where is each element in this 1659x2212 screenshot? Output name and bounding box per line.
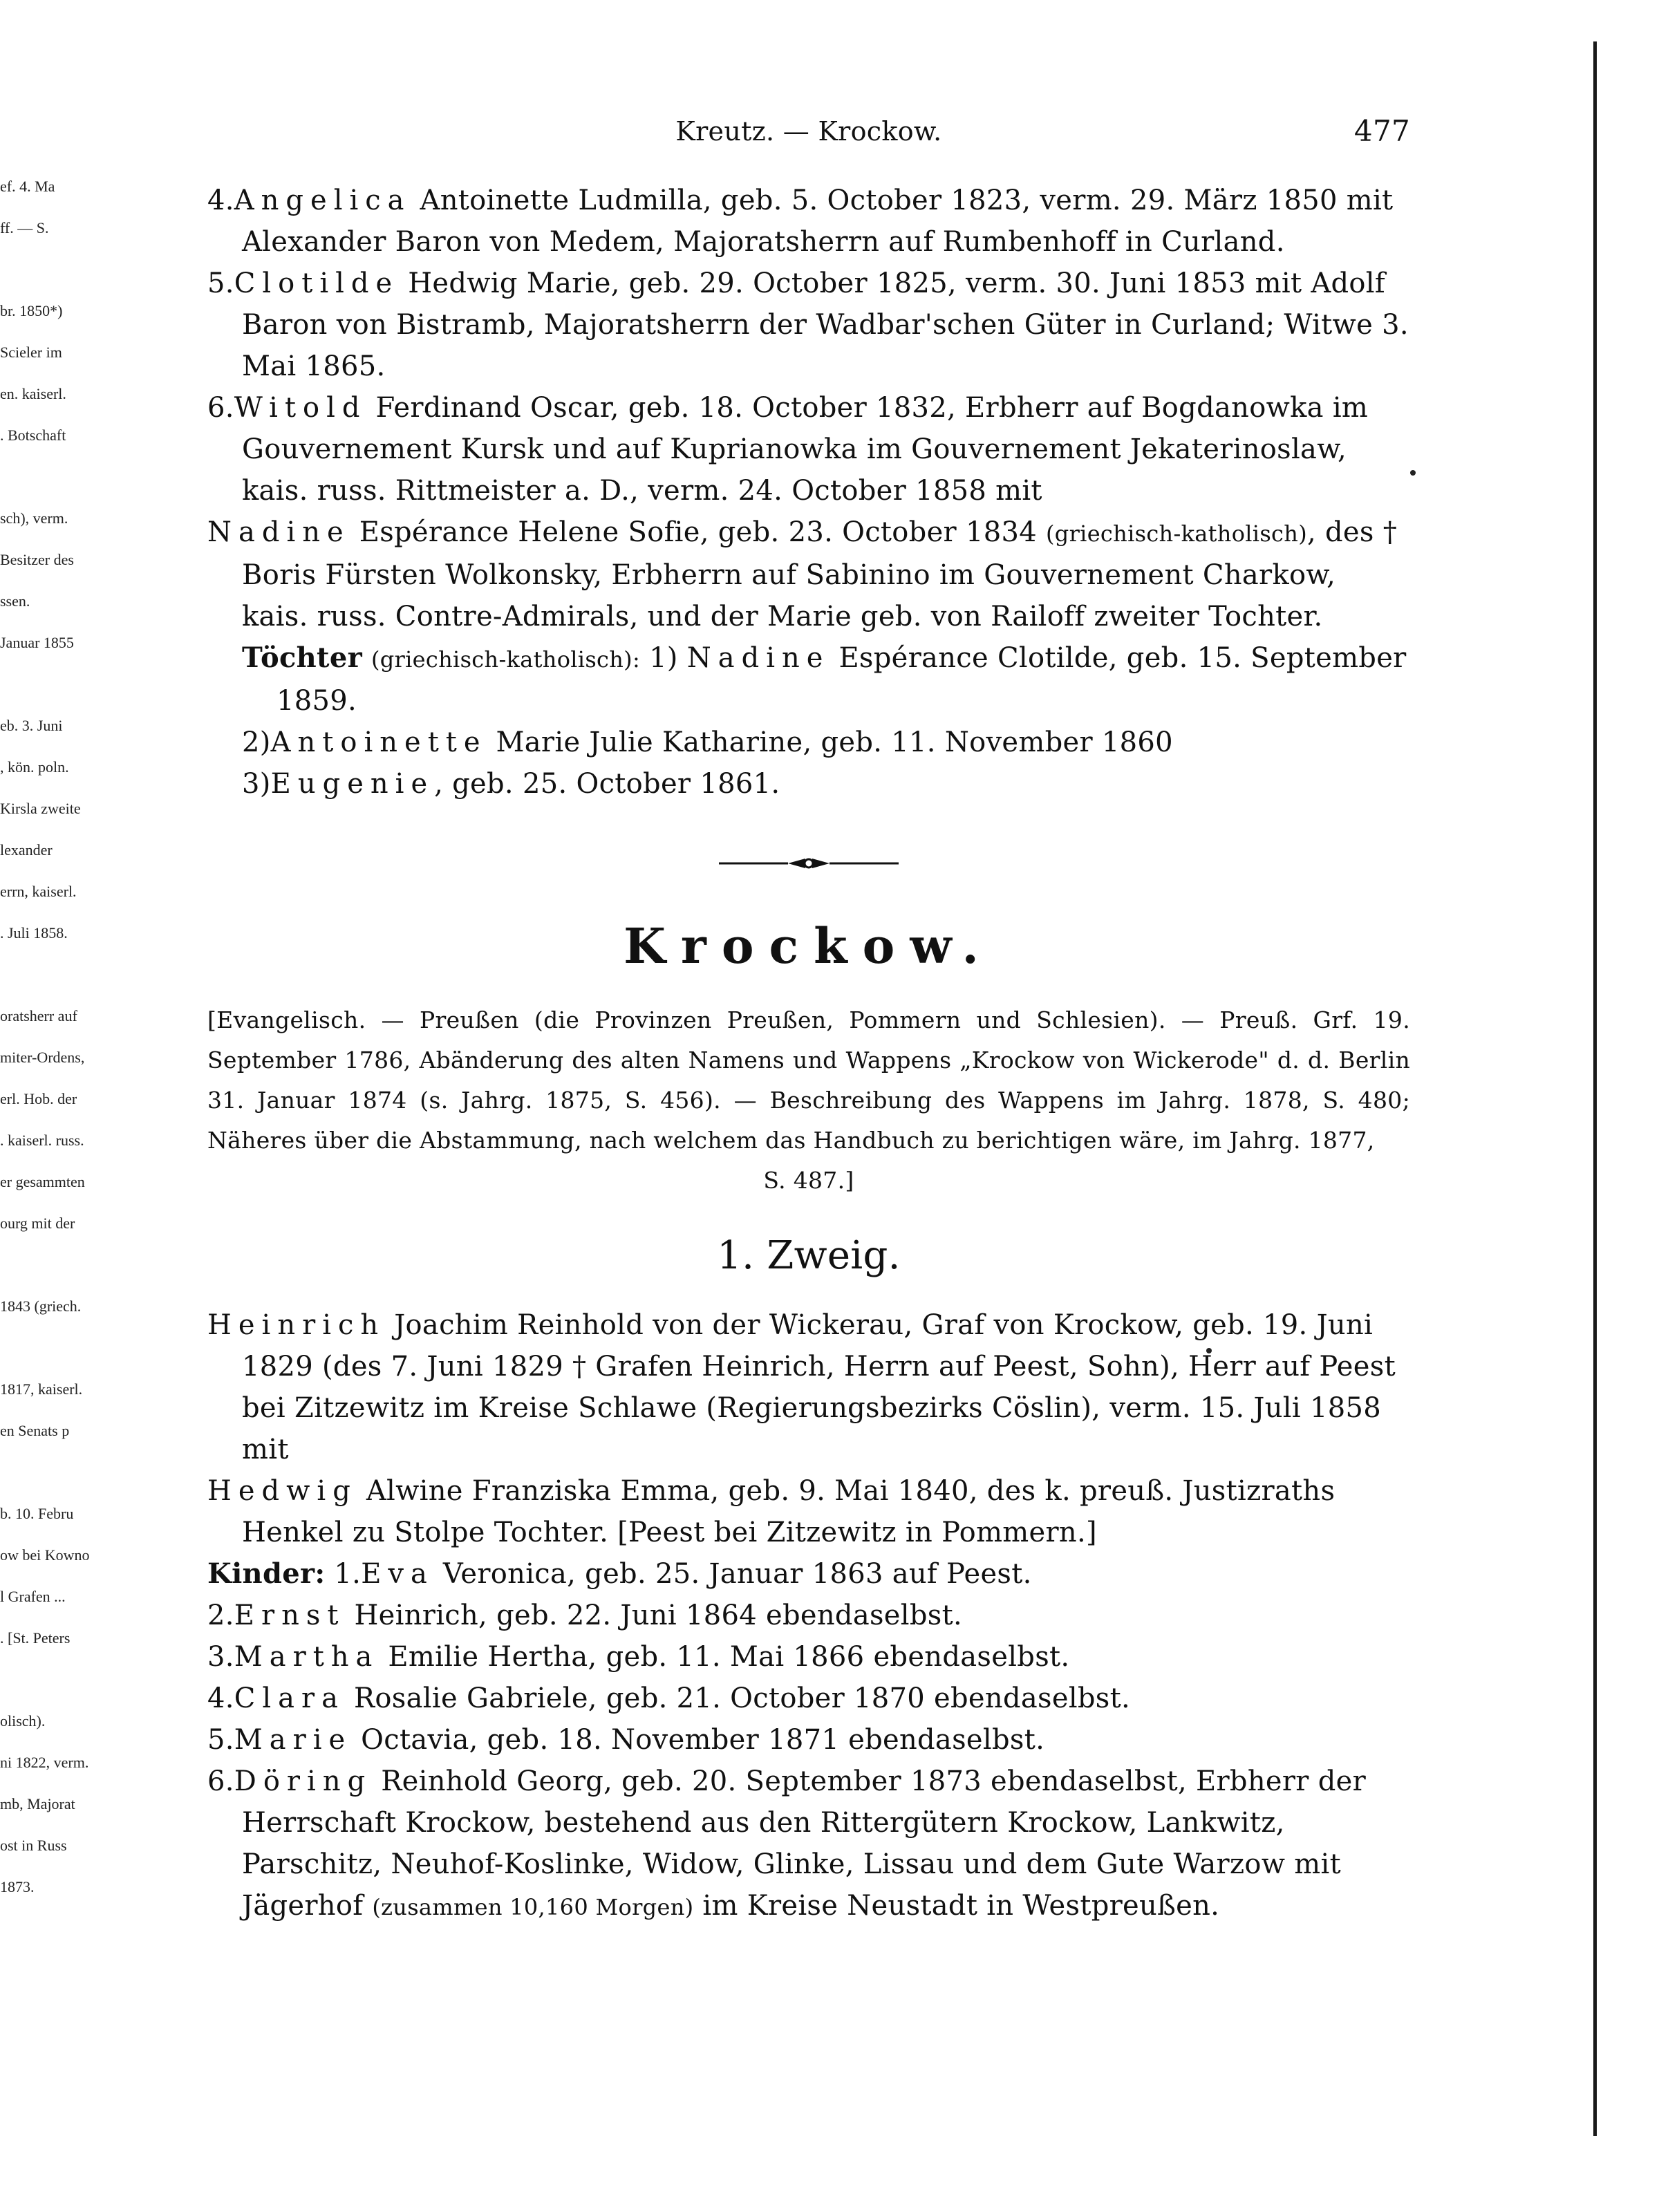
gutter-fragment — [0, 456, 90, 498]
list-item: 5.Clotilde Hedwig Marie, geb. 29. October 1825, verm. 30. Juni 1853 mit Adolf Baron von Bistramb, Majoratsherrn der Wadbar'schen Güter in Curland; Witwe 3. Mai 1865. — [207, 268, 1409, 382]
gutter-fragment — [0, 1452, 90, 1493]
gutter-fragment — [0, 664, 90, 705]
gutter-fragment: Besitzer des — [0, 551, 74, 568]
section-ornament — [207, 832, 1410, 894]
gutter-fragment: olisch). — [0, 1712, 46, 1730]
gutter-fragment: . Botschaft — [0, 427, 66, 444]
gutter-fragment: errn, kaiserl. — [0, 883, 77, 900]
list-item: 4.Clara Rosalie Gabriele, geb. 21. October 1870 ebendaselbst. — [207, 1683, 1131, 1714]
gutter-fragment: . Juli 1858. — [0, 924, 68, 941]
gutter-fragment: ow bei Kowno — [0, 1546, 90, 1564]
gutter-fragment: oratsherr auf — [0, 1007, 77, 1024]
ink-speck — [1410, 470, 1416, 476]
list-item: 3)Eugenie, geb. 25. October 1861. — [242, 768, 780, 800]
gutter-fragment: Januar 1855 — [0, 634, 74, 651]
gutter-fragment: br. 1850*) — [0, 302, 63, 319]
page-number: 477 — [1353, 114, 1410, 148]
list-item: 2.Ernst Heinrich, geb. 22. Juni 1864 ebendaselbst. — [207, 1600, 962, 1631]
branch-title: 1. Zweig. — [717, 1233, 901, 1278]
daughters-block — [207, 637, 1410, 805]
gutter-fragment: ef. 4. Ma — [0, 178, 55, 195]
gutter-fragment: , kön. poln. — [0, 758, 69, 776]
gutter-fragment — [0, 1244, 90, 1286]
gutter-fragment: . [St. Peters — [0, 1629, 71, 1647]
page-body — [207, 111, 1410, 1928]
gutter-fragment — [0, 1327, 90, 1369]
list-item: 6.Döring Reinhold Georg, geb. 20. September 1873 ebendaselbst, Erbherr der Herrschaft Krockow, bestehend aus den Rittergütern Krockow, Lankwitz, Parschitz, Neuhof-Koslinke, Widow, Glinke, Lissau und dem Gute Warzow mit Jägerhof (zusammen 10,160 Morgen) im Kreise Neustadt in Westpreußen. — [207, 1765, 1367, 1922]
gutter-fragment: 1873. — [0, 1878, 35, 1895]
gutter-fragment: lexander — [0, 841, 53, 859]
ornament-divider-icon — [719, 853, 899, 874]
gutter-fragment: erl. Hob. der — [0, 1090, 77, 1107]
family-note: [Evangelisch. — Preußen (die Provinzen Preußen, Pommern und Schlesien). — Preuß. Grf. 19. September 1786, Abänderung des alten Namens und Wappens „Krockow von Wickerode" d. d. Berlin 31. Januar 1874 (s. Jahrg. 1875, S. 456). — Beschreibung des Wappens im Jahrg. 1878, S. 480; Näheres über die Abstammung, nach welchem das Handbuch zu berichtigen wäre, im Jahrg. 1877, S. 487.] — [207, 1006, 1410, 1194]
family-title: Krockow. — [624, 917, 994, 975]
list-item: 5.Marie Octavia, geb. 18. November 1871 ebendaselbst. — [207, 1724, 1045, 1756]
left-margin-bleed-through — [0, 166, 90, 1908]
list-item: Kinder: 1.Eva Veronica, geb. 25. Januar 1863 auf Peest. — [207, 1557, 1032, 1590]
gutter-fragment: ost in Russ — [0, 1837, 67, 1854]
gutter-fragment: er gesammten — [0, 1173, 85, 1190]
head-entry: Heinrich Joachim Reinhold von der Wickerau, Graf von Krockow, geb. 19. Juni 1829 (des 7. Juni 1829 † Grafen Heinrich, Herrn auf Peest, Sohn), Herr auf Peest bei Zitzewitz im Kreise Schlawe (Regierungsbezirks Cöslin), verm. 15. Juli 1858 mit — [207, 1309, 1396, 1465]
gutter-fragment: en Senats p — [0, 1422, 70, 1439]
list-item: 6.Witold Ferdinand Oscar, geb. 18. October 1832, Erbherr auf Bogdanowka im Gouvernement Kursk und auf Kuprianowka im Gouvernement Jekaterinoslaw, kais. russ. Rittmeister a. D., verm. 24. October 1858 mit — [207, 392, 1369, 507]
list-item: 2)Antoinette Marie Julie Katharine, geb. 11. November 1860 — [242, 727, 1173, 758]
page-header — [207, 111, 1410, 152]
gutter-fragment: eb. 3. Juni — [0, 717, 63, 734]
gutter-fragment: l Grafen ... — [0, 1588, 66, 1605]
gutter-fragment — [0, 1659, 90, 1700]
gutter-fragment: ff. — S. — [0, 219, 49, 236]
gutter-fragment: ssen. — [0, 592, 30, 610]
gutter-fragment: Scieler im — [0, 344, 62, 361]
list-item: 3.Martha Emilie Hertha, geb. 11. Mai 1866 ebendaselbst. — [207, 1641, 1070, 1673]
gutter-fragment: en. kaiserl. — [0, 385, 66, 402]
kreutz-entries — [207, 180, 1410, 512]
daughters-first: Töchter (griechisch-katholisch): 1) Nadine Espérance Clotilde, geb. 15. September 1859. — [242, 641, 1407, 717]
gutter-fragment: . kaiserl. russ. — [0, 1132, 84, 1149]
children-list — [207, 1553, 1410, 1928]
gutter-fragment — [0, 249, 90, 290]
gutter-fragment: Kirsla zweite — [0, 800, 81, 817]
wife-entry: Hedwig Alwine Franziska Emma, geb. 9. Mai 1840, des k. preuß. Justizraths Henkel zu Stolpe Tochter. [Peest bei Zitzewitz in Pommern.] — [207, 1475, 1335, 1548]
page-edge-rule — [1593, 41, 1597, 2136]
gutter-fragment: sch), verm. — [0, 509, 68, 527]
gutter-fragment: ourg mit der — [0, 1215, 75, 1232]
running-title: Kreutz. — Krockow. — [675, 116, 942, 147]
spouse-entry: Nadine Espérance Helene Sofie, geb. 23. October 1834 (griechisch-katholisch), des † Boris Fürsten Wolkonsky, Erbherrn auf Sabinino im Gouvernement Charkow, kais. russ. Contre-Admirals, und der Marie geb. von Railoff zweiter Tochter. — [207, 516, 1398, 632]
gutter-fragment — [0, 954, 90, 995]
gutter-fragment: 1843 (griech. — [0, 1297, 82, 1315]
gutter-fragment: ni 1822, verm. — [0, 1754, 89, 1771]
gutter-fragment: miter-Ordens, — [0, 1049, 85, 1066]
list-item: 4.Angelica Antoinette Ludmilla, geb. 5. October 1823, verm. 29. März 1850 mit Alexander Baron von Medem, Majoratsherrn auf Rumbenhoff in Curland. — [207, 185, 1394, 258]
gutter-fragment: mb, Majorat — [0, 1795, 75, 1812]
gutter-fragment: 1817, kaiserl. — [0, 1380, 83, 1398]
gutter-fragment: b. 10. Febru — [0, 1505, 74, 1522]
